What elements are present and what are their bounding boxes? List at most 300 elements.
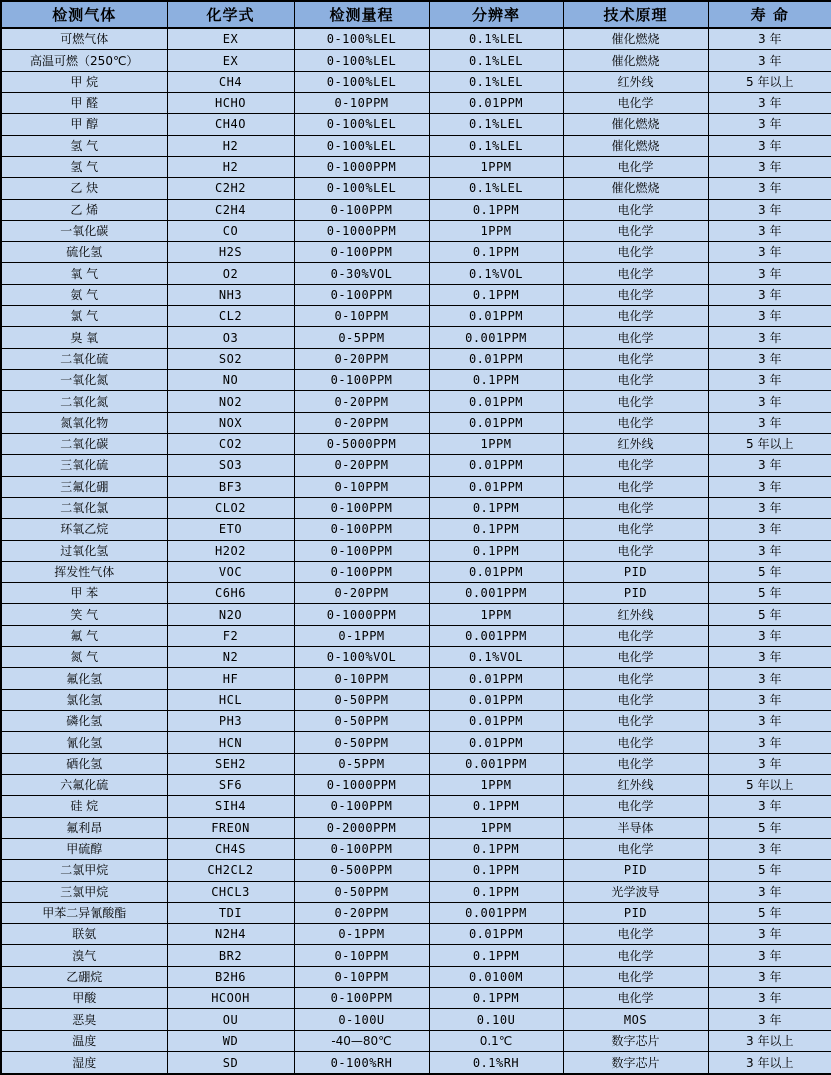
cell-r4-c5: 3 年 (708, 114, 831, 135)
table-row (1, 838, 831, 859)
cell-r4-c4: 催化燃烧 (563, 114, 708, 135)
table-row (1, 583, 831, 604)
cell-r2-c4: 红外线 (563, 71, 708, 92)
cell-r36-c1: SIH4 (167, 796, 294, 817)
table-row (1, 92, 831, 113)
table-row (1, 28, 831, 50)
cell-r30-c3: 0.01PPM (429, 668, 563, 689)
cell-r22-c5: 3 年 (708, 497, 831, 518)
cell-r3-c0: 甲 醛 (1, 92, 167, 113)
cell-r15-c2: 0-20PPM (294, 348, 429, 369)
cell-r15-c3: 0.01PPM (429, 348, 563, 369)
cell-r32-c5: 3 年 (708, 711, 831, 732)
cell-r41-c4: PID (563, 902, 708, 923)
cell-r16-c1: NO (167, 370, 294, 391)
cell-r37-c3: 1PPM (429, 817, 563, 838)
cell-r39-c4: PID (563, 860, 708, 881)
cell-r23-c1: ETO (167, 519, 294, 540)
cell-r37-c2: 0-2000PPM (294, 817, 429, 838)
cell-r40-c2: 0-50PPM (294, 881, 429, 902)
column-header-3: 分辨率 (429, 1, 563, 28)
cell-r15-c1: SO2 (167, 348, 294, 369)
cell-r19-c5: 5 年以上 (708, 433, 831, 454)
cell-r41-c5: 5 年 (708, 902, 831, 923)
cell-r34-c3: 0.001PPM (429, 753, 563, 774)
cell-r6-c3: 1PPM (429, 156, 563, 177)
cell-r38-c0: 甲硫醇 (1, 838, 167, 859)
cell-r36-c2: 0-100PPM (294, 796, 429, 817)
cell-r4-c3: 0.1%LEL (429, 114, 563, 135)
cell-r27-c5: 5 年 (708, 604, 831, 625)
cell-r41-c2: 0-20PPM (294, 902, 429, 923)
cell-r17-c3: 0.01PPM (429, 391, 563, 412)
cell-r1-c2: 0-100%LEL (294, 50, 429, 71)
cell-r2-c0: 甲 烷 (1, 71, 167, 92)
cell-r29-c2: 0-100%VOL (294, 647, 429, 668)
cell-r33-c2: 0-50PPM (294, 732, 429, 753)
cell-r5-c4: 催化燃烧 (563, 135, 708, 156)
cell-r47-c0: 温度 (1, 1030, 167, 1051)
table-row (1, 966, 831, 987)
cell-r6-c0: 氢 气 (1, 156, 167, 177)
cell-r20-c5: 3 年 (708, 455, 831, 476)
cell-r35-c0: 六氟化硫 (1, 774, 167, 795)
cell-r4-c2: 0-100%LEL (294, 114, 429, 135)
cell-r42-c3: 0.01PPM (429, 924, 563, 945)
cell-r38-c4: 电化学 (563, 838, 708, 859)
cell-r33-c1: HCN (167, 732, 294, 753)
cell-r44-c5: 3 年 (708, 966, 831, 987)
cell-r16-c4: 电化学 (563, 370, 708, 391)
cell-r13-c4: 电化学 (563, 306, 708, 327)
cell-r33-c3: 0.01PPM (429, 732, 563, 753)
cell-r36-c3: 0.1PPM (429, 796, 563, 817)
header-row (1, 1, 831, 28)
cell-r34-c0: 硒化氢 (1, 753, 167, 774)
cell-r37-c5: 5 年 (708, 817, 831, 838)
cell-r11-c2: 0-30%VOL (294, 263, 429, 284)
cell-r48-c0: 湿度 (1, 1052, 167, 1074)
cell-r45-c5: 3 年 (708, 988, 831, 1009)
cell-r21-c4: 电化学 (563, 476, 708, 497)
cell-r39-c0: 二氯甲烷 (1, 860, 167, 881)
cell-r31-c5: 3 年 (708, 689, 831, 710)
cell-r28-c0: 氟 气 (1, 625, 167, 646)
cell-r17-c5: 3 年 (708, 391, 831, 412)
cell-r45-c3: 0.1PPM (429, 988, 563, 1009)
cell-r9-c4: 电化学 (563, 220, 708, 241)
cell-r35-c4: 红外线 (563, 774, 708, 795)
cell-r31-c4: 电化学 (563, 689, 708, 710)
cell-r7-c4: 催化燃烧 (563, 178, 708, 199)
table-row (1, 199, 831, 220)
cell-r8-c2: 0-100PPM (294, 199, 429, 220)
cell-r5-c0: 氢 气 (1, 135, 167, 156)
cell-r12-c0: 氨 气 (1, 284, 167, 305)
cell-r25-c1: VOC (167, 561, 294, 582)
cell-r1-c0: 高温可燃（250℃） (1, 50, 167, 71)
cell-r4-c0: 甲 醇 (1, 114, 167, 135)
cell-r45-c0: 甲酸 (1, 988, 167, 1009)
table-row (1, 242, 831, 263)
cell-r26-c2: 0-20PPM (294, 583, 429, 604)
table-row (1, 178, 831, 199)
cell-r24-c5: 3 年 (708, 540, 831, 561)
cell-r30-c0: 氟化氢 (1, 668, 167, 689)
cell-r46-c1: OU (167, 1009, 294, 1030)
table-row (1, 711, 831, 732)
cell-r9-c2: 0-1000PPM (294, 220, 429, 241)
cell-r14-c4: 电化学 (563, 327, 708, 348)
cell-r38-c2: 0-100PPM (294, 838, 429, 859)
cell-r20-c1: SO3 (167, 455, 294, 476)
cell-r18-c5: 3 年 (708, 412, 831, 433)
cell-r14-c5: 3 年 (708, 327, 831, 348)
cell-r42-c1: N2H4 (167, 924, 294, 945)
cell-r34-c2: 0-5PPM (294, 753, 429, 774)
cell-r10-c0: 硫化氢 (1, 242, 167, 263)
cell-r18-c0: 氮氧化物 (1, 412, 167, 433)
table-row (1, 135, 831, 156)
cell-r43-c3: 0.1PPM (429, 945, 563, 966)
cell-r3-c3: 0.01PPM (429, 92, 563, 113)
cell-r48-c3: 0.1%RH (429, 1052, 563, 1074)
table-header (1, 1, 831, 28)
cell-r22-c1: CLO2 (167, 497, 294, 518)
cell-r9-c5: 3 年 (708, 220, 831, 241)
table-row (1, 1009, 831, 1030)
cell-r0-c5: 3 年 (708, 28, 831, 50)
cell-r32-c0: 磷化氢 (1, 711, 167, 732)
table-row (1, 988, 831, 1009)
table-row (1, 412, 831, 433)
cell-r28-c5: 3 年 (708, 625, 831, 646)
cell-r46-c0: 恶臭 (1, 1009, 167, 1030)
table-row (1, 732, 831, 753)
cell-r9-c0: 一氧化碳 (1, 220, 167, 241)
cell-r17-c1: NO2 (167, 391, 294, 412)
cell-r5-c5: 3 年 (708, 135, 831, 156)
cell-r46-c5: 3 年 (708, 1009, 831, 1030)
cell-r2-c5: 5 年以上 (708, 71, 831, 92)
table-row (1, 71, 831, 92)
table-row (1, 263, 831, 284)
table-row (1, 924, 831, 945)
cell-r37-c4: 半导体 (563, 817, 708, 838)
cell-r17-c0: 二氧化氮 (1, 391, 167, 412)
cell-r42-c4: 电化学 (563, 924, 708, 945)
cell-r43-c2: 0-10PPM (294, 945, 429, 966)
cell-r45-c2: 0-100PPM (294, 988, 429, 1009)
column-header-4: 技术原理 (563, 1, 708, 28)
cell-r23-c2: 0-100PPM (294, 519, 429, 540)
cell-r25-c2: 0-100PPM (294, 561, 429, 582)
cell-r46-c3: 0.10U (429, 1009, 563, 1030)
table-row (1, 902, 831, 923)
cell-r32-c2: 0-50PPM (294, 711, 429, 732)
table-row (1, 540, 831, 561)
cell-r7-c0: 乙 炔 (1, 178, 167, 199)
cell-r15-c4: 电化学 (563, 348, 708, 369)
table-row (1, 796, 831, 817)
cell-r47-c4: 数字芯片 (563, 1030, 708, 1051)
cell-r29-c1: N2 (167, 647, 294, 668)
cell-r24-c1: H2O2 (167, 540, 294, 561)
cell-r12-c4: 电化学 (563, 284, 708, 305)
cell-r16-c2: 0-100PPM (294, 370, 429, 391)
cell-r14-c3: 0.001PPM (429, 327, 563, 348)
cell-r42-c5: 3 年 (708, 924, 831, 945)
cell-r40-c3: 0.1PPM (429, 881, 563, 902)
cell-r21-c5: 3 年 (708, 476, 831, 497)
cell-r11-c5: 3 年 (708, 263, 831, 284)
cell-r11-c4: 电化学 (563, 263, 708, 284)
table-row (1, 327, 831, 348)
table-row (1, 561, 831, 582)
cell-r28-c2: 0-1PPM (294, 625, 429, 646)
cell-r40-c5: 3 年 (708, 881, 831, 902)
cell-r27-c0: 笑 气 (1, 604, 167, 625)
cell-r7-c2: 0-100%LEL (294, 178, 429, 199)
cell-r6-c1: H2 (167, 156, 294, 177)
cell-r44-c2: 0-10PPM (294, 966, 429, 987)
cell-r35-c2: 0-1000PPM (294, 774, 429, 795)
column-header-2: 检测量程 (294, 1, 429, 28)
cell-r10-c3: 0.1PPM (429, 242, 563, 263)
cell-r42-c2: 0-1PPM (294, 924, 429, 945)
cell-r29-c3: 0.1%VOL (429, 647, 563, 668)
table-row (1, 114, 831, 135)
cell-r48-c1: SD (167, 1052, 294, 1074)
cell-r41-c0: 甲苯二异氰酸酯 (1, 902, 167, 923)
cell-r48-c4: 数字芯片 (563, 1052, 708, 1074)
cell-r0-c4: 催化燃烧 (563, 28, 708, 50)
cell-r48-c5: 3 年以上 (708, 1052, 831, 1074)
cell-r7-c5: 3 年 (708, 178, 831, 199)
cell-r40-c4: 光学波导 (563, 881, 708, 902)
cell-r7-c3: 0.1%LEL (429, 178, 563, 199)
cell-r35-c1: SF6 (167, 774, 294, 795)
table-row (1, 860, 831, 881)
cell-r38-c3: 0.1PPM (429, 838, 563, 859)
table-row (1, 306, 831, 327)
cell-r4-c1: CH4O (167, 114, 294, 135)
cell-r41-c1: TDI (167, 902, 294, 923)
cell-r9-c3: 1PPM (429, 220, 563, 241)
cell-r22-c0: 二氧化氯 (1, 497, 167, 518)
cell-r24-c2: 0-100PPM (294, 540, 429, 561)
cell-r23-c0: 环氧乙烷 (1, 519, 167, 540)
table-row (1, 817, 831, 838)
cell-r19-c3: 1PPM (429, 433, 563, 454)
cell-r28-c3: 0.001PPM (429, 625, 563, 646)
cell-r7-c1: C2H2 (167, 178, 294, 199)
cell-r36-c4: 电化学 (563, 796, 708, 817)
cell-r43-c0: 溴气 (1, 945, 167, 966)
cell-r31-c1: HCL (167, 689, 294, 710)
cell-r36-c5: 3 年 (708, 796, 831, 817)
cell-r11-c1: O2 (167, 263, 294, 284)
table-row (1, 476, 831, 497)
table-row (1, 1030, 831, 1051)
cell-r27-c1: N2O (167, 604, 294, 625)
cell-r13-c0: 氯 气 (1, 306, 167, 327)
cell-r0-c3: 0.1%LEL (429, 28, 563, 50)
cell-r35-c5: 5 年以上 (708, 774, 831, 795)
cell-r3-c4: 电化学 (563, 92, 708, 113)
cell-r38-c5: 3 年 (708, 838, 831, 859)
cell-r24-c0: 过氧化氢 (1, 540, 167, 561)
table-row (1, 370, 831, 391)
cell-r26-c1: C6H6 (167, 583, 294, 604)
cell-r14-c2: 0-5PPM (294, 327, 429, 348)
table-row (1, 881, 831, 902)
cell-r32-c3: 0.01PPM (429, 711, 563, 732)
cell-r46-c4: MOS (563, 1009, 708, 1030)
cell-r20-c0: 三氧化硫 (1, 455, 167, 476)
cell-r26-c4: PID (563, 583, 708, 604)
cell-r3-c2: 0-10PPM (294, 92, 429, 113)
cell-r10-c1: H2S (167, 242, 294, 263)
cell-r11-c3: 0.1%VOL (429, 263, 563, 284)
cell-r18-c1: NOX (167, 412, 294, 433)
cell-r16-c3: 0.1PPM (429, 370, 563, 391)
cell-r15-c5: 3 年 (708, 348, 831, 369)
cell-r26-c5: 5 年 (708, 583, 831, 604)
cell-r17-c4: 电化学 (563, 391, 708, 412)
cell-r27-c2: 0-1000PPM (294, 604, 429, 625)
cell-r17-c2: 0-20PPM (294, 391, 429, 412)
cell-r18-c3: 0.01PPM (429, 412, 563, 433)
table-row (1, 519, 831, 540)
cell-r8-c1: C2H4 (167, 199, 294, 220)
table-row (1, 284, 831, 305)
cell-r32-c1: PH3 (167, 711, 294, 732)
table-row (1, 391, 831, 412)
cell-r22-c3: 0.1PPM (429, 497, 563, 518)
cell-r31-c3: 0.01PPM (429, 689, 563, 710)
cell-r43-c5: 3 年 (708, 945, 831, 966)
cell-r19-c1: CO2 (167, 433, 294, 454)
cell-r21-c3: 0.01PPM (429, 476, 563, 497)
cell-r18-c4: 电化学 (563, 412, 708, 433)
table-row (1, 647, 831, 668)
cell-r44-c4: 电化学 (563, 966, 708, 987)
cell-r47-c1: WD (167, 1030, 294, 1051)
cell-r43-c1: BR2 (167, 945, 294, 966)
table-row (1, 156, 831, 177)
cell-r8-c3: 0.1PPM (429, 199, 563, 220)
cell-r2-c2: 0-100%LEL (294, 71, 429, 92)
cell-r0-c2: 0-100%LEL (294, 28, 429, 50)
cell-r34-c5: 3 年 (708, 753, 831, 774)
cell-r44-c1: B2H6 (167, 966, 294, 987)
cell-r40-c1: CHCL3 (167, 881, 294, 902)
cell-r10-c5: 3 年 (708, 242, 831, 263)
cell-r29-c5: 3 年 (708, 647, 831, 668)
cell-r23-c3: 0.1PPM (429, 519, 563, 540)
cell-r21-c1: BF3 (167, 476, 294, 497)
cell-r35-c3: 1PPM (429, 774, 563, 795)
cell-r1-c4: 催化燃烧 (563, 50, 708, 71)
table-row (1, 50, 831, 71)
cell-r9-c1: CO (167, 220, 294, 241)
cell-r12-c3: 0.1PPM (429, 284, 563, 305)
table-row (1, 774, 831, 795)
cell-r30-c1: HF (167, 668, 294, 689)
cell-r30-c5: 3 年 (708, 668, 831, 689)
cell-r14-c1: O3 (167, 327, 294, 348)
cell-r28-c4: 电化学 (563, 625, 708, 646)
cell-r33-c4: 电化学 (563, 732, 708, 753)
cell-r37-c0: 氟利昂 (1, 817, 167, 838)
cell-r30-c2: 0-10PPM (294, 668, 429, 689)
cell-r39-c1: CH2CL2 (167, 860, 294, 881)
cell-r34-c4: 电化学 (563, 753, 708, 774)
cell-r22-c2: 0-100PPM (294, 497, 429, 518)
cell-r23-c5: 3 年 (708, 519, 831, 540)
cell-r24-c3: 0.1PPM (429, 540, 563, 561)
cell-r1-c1: EX (167, 50, 294, 71)
cell-r10-c2: 0-100PPM (294, 242, 429, 263)
cell-r39-c3: 0.1PPM (429, 860, 563, 881)
table-row (1, 348, 831, 369)
cell-r13-c1: CL2 (167, 306, 294, 327)
cell-r47-c5: 3 年以上 (708, 1030, 831, 1051)
cell-r10-c4: 电化学 (563, 242, 708, 263)
cell-r42-c0: 联氨 (1, 924, 167, 945)
cell-r14-c0: 臭 氧 (1, 327, 167, 348)
cell-r0-c0: 可燃气体 (1, 28, 167, 50)
cell-r39-c2: 0-500PPM (294, 860, 429, 881)
cell-r44-c0: 乙硼烷 (1, 966, 167, 987)
cell-r22-c4: 电化学 (563, 497, 708, 518)
cell-r30-c4: 电化学 (563, 668, 708, 689)
cell-r20-c2: 0-20PPM (294, 455, 429, 476)
cell-r6-c5: 3 年 (708, 156, 831, 177)
table-row (1, 604, 831, 625)
table-row (1, 455, 831, 476)
cell-r47-c3: 0.1℃ (429, 1030, 563, 1051)
cell-r2-c3: 0.1%LEL (429, 71, 563, 92)
cell-r25-c5: 5 年 (708, 561, 831, 582)
cell-r13-c2: 0-10PPM (294, 306, 429, 327)
cell-r5-c1: H2 (167, 135, 294, 156)
cell-r41-c3: 0.001PPM (429, 902, 563, 923)
cell-r0-c1: EX (167, 28, 294, 50)
cell-r1-c5: 3 年 (708, 50, 831, 71)
cell-r1-c3: 0.1%LEL (429, 50, 563, 71)
cell-r48-c2: 0-100%RH (294, 1052, 429, 1074)
cell-r26-c3: 0.001PPM (429, 583, 563, 604)
cell-r15-c0: 二氧化硫 (1, 348, 167, 369)
cell-r31-c2: 0-50PPM (294, 689, 429, 710)
cell-r20-c4: 电化学 (563, 455, 708, 476)
cell-r18-c2: 0-20PPM (294, 412, 429, 433)
cell-r13-c3: 0.01PPM (429, 306, 563, 327)
cell-r25-c0: 挥发性气体 (1, 561, 167, 582)
cell-r21-c2: 0-10PPM (294, 476, 429, 497)
cell-r5-c2: 0-100%LEL (294, 135, 429, 156)
cell-r39-c5: 5 年 (708, 860, 831, 881)
cell-r20-c3: 0.01PPM (429, 455, 563, 476)
cell-r12-c1: NH3 (167, 284, 294, 305)
cell-r23-c4: 电化学 (563, 519, 708, 540)
cell-r19-c4: 红外线 (563, 433, 708, 454)
cell-r13-c5: 3 年 (708, 306, 831, 327)
cell-r43-c4: 电化学 (563, 945, 708, 966)
cell-r32-c4: 电化学 (563, 711, 708, 732)
